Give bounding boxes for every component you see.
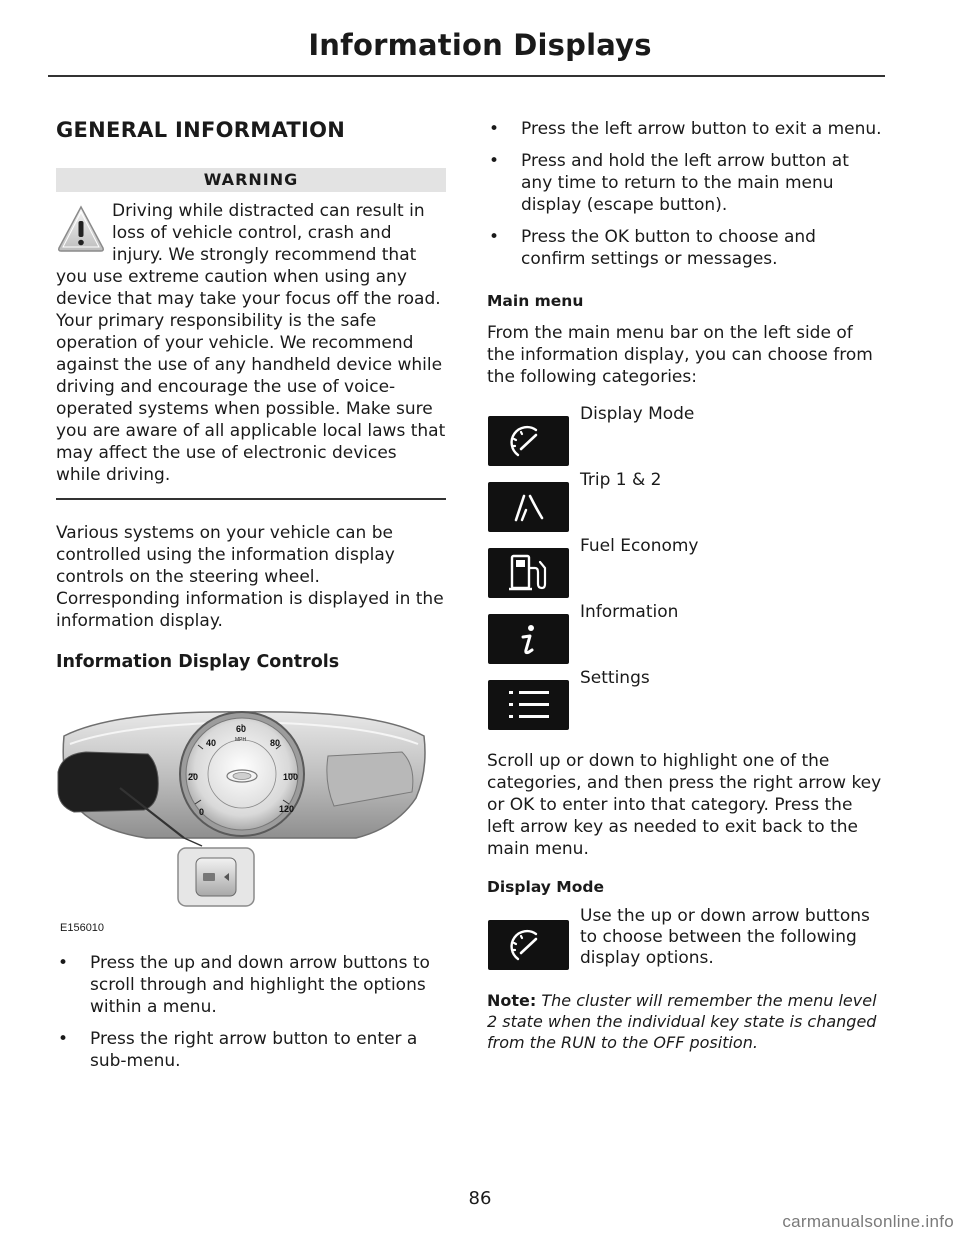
menu-item-fuel-economy [487, 536, 883, 602]
list-item-text: Press the left arrow button to exit a menu. [521, 119, 882, 139]
gauge-tick-label: 120 [279, 803, 295, 814]
bullet-glyph: • [58, 1028, 69, 1049]
scroll-instructions: Scroll up or down to highlight one of the categories, and then press the right arrow key or OK to enter into that category. Press the left arrow key as needed to exit back to the main menu. [487, 751, 882, 859]
right-column [487, 100, 883, 1053]
list-item [487, 118, 883, 140]
menu-item-information [487, 602, 883, 668]
settings-list-icon [488, 680, 569, 730]
gauge-tick-label: 80 [270, 737, 281, 748]
list-item [56, 1028, 446, 1072]
warning-text: Driving while distracted can result in loss of vehicle control, crash and injury. We strongly recommend that you use extreme caution when using any device that may take your focus off the road. Your primary responsibility is the safe operation of your vehicle. We recommend against the use of any handheld device while driving and encourage the use of voice-operated systems when possible. Make sure you are aware of all applicable local laws that may affect the use of electronic devices while driving. [56, 201, 446, 485]
menu-item-trip [487, 470, 883, 536]
header-divider [48, 75, 885, 77]
gauge-icon [488, 416, 569, 466]
menu-item-label: Display Mode [580, 404, 695, 424]
gauge-tick-label: 60 [236, 723, 247, 734]
bullet-glyph: • [489, 151, 500, 171]
page-header-title: Information Displays [308, 28, 652, 62]
watermark: carmanualsonline.info [782, 1212, 954, 1231]
note-paragraph [487, 990, 883, 1053]
gauge-tick-label: 40 [206, 737, 217, 748]
road-icon [488, 482, 569, 532]
list-item [487, 150, 883, 216]
note-label: Note: [487, 991, 537, 1010]
left-bullet-list [56, 952, 446, 1072]
intro-paragraph: Various systems on your vehicle can be controlled using the information display controls on the steering wheel. Corresponding information is displayed in the information display. [56, 522, 444, 631]
display-mode-entry [487, 906, 883, 986]
list-item-text: Press and hold the left arrow button at any time to return to the main menu display (escape button). [521, 151, 849, 215]
controls-heading: Information Display Controls [56, 651, 340, 672]
list-item-text: Press the up and down arrow buttons to scroll through and highlight the options within a menu. [90, 952, 430, 1017]
gauge-unit-label: MPH [235, 736, 247, 743]
main-menu-heading: Main menu [487, 292, 584, 310]
instrument-cluster-figure [56, 710, 446, 936]
menu-item-label: Settings [580, 668, 650, 688]
warning-box [56, 200, 446, 486]
section-title: GENERAL INFORMATION [56, 118, 346, 142]
gauge-tick-label: 20 [188, 771, 199, 782]
figure-code: E156010 [60, 921, 105, 934]
menu-item-display-mode [487, 404, 883, 470]
bullet-glyph: • [489, 119, 500, 139]
warning-triangle-icon [56, 204, 106, 254]
instrument-cluster-illustration [56, 710, 446, 936]
right-bullet-list [487, 118, 883, 270]
list-item-text: Press the OK button to choose and confirm settings or messages. [521, 227, 816, 269]
gauge-tick-label: 100 [283, 771, 299, 782]
bullet-glyph: • [489, 227, 500, 247]
main-menu-intro: From the main menu bar on the left side of the information display, you can choose from the following categories: [487, 323, 873, 387]
display-mode-heading: Display Mode [487, 878, 604, 896]
warning-label: WARNING [56, 168, 446, 192]
menu-item-label: Fuel Economy [580, 536, 699, 556]
fuel-pump-icon [488, 548, 569, 598]
gauge-tick-label: 0 [199, 806, 205, 817]
menu-item-settings [487, 668, 883, 734]
note-text: The cluster will remember the menu level 2 state when the individual key state is changed from the RUN to the OFF position. [487, 991, 877, 1052]
bullet-glyph: • [58, 952, 69, 973]
list-item-text: Press the right arrow button to enter a sub-menu. [90, 1028, 418, 1071]
menu-item-label: Trip 1 & 2 [580, 470, 662, 490]
gauge-icon [488, 920, 569, 970]
menu-icon-list [487, 404, 883, 734]
page-number: 86 [468, 1188, 492, 1209]
info-icon [488, 614, 569, 664]
left-column [56, 100, 446, 1082]
warning-divider [56, 498, 446, 500]
list-item [56, 952, 446, 1018]
list-item [487, 226, 883, 270]
display-mode-text: Use the up or down arrow buttons to choose between the following display options. [580, 906, 870, 968]
menu-item-label: Information [580, 602, 679, 622]
